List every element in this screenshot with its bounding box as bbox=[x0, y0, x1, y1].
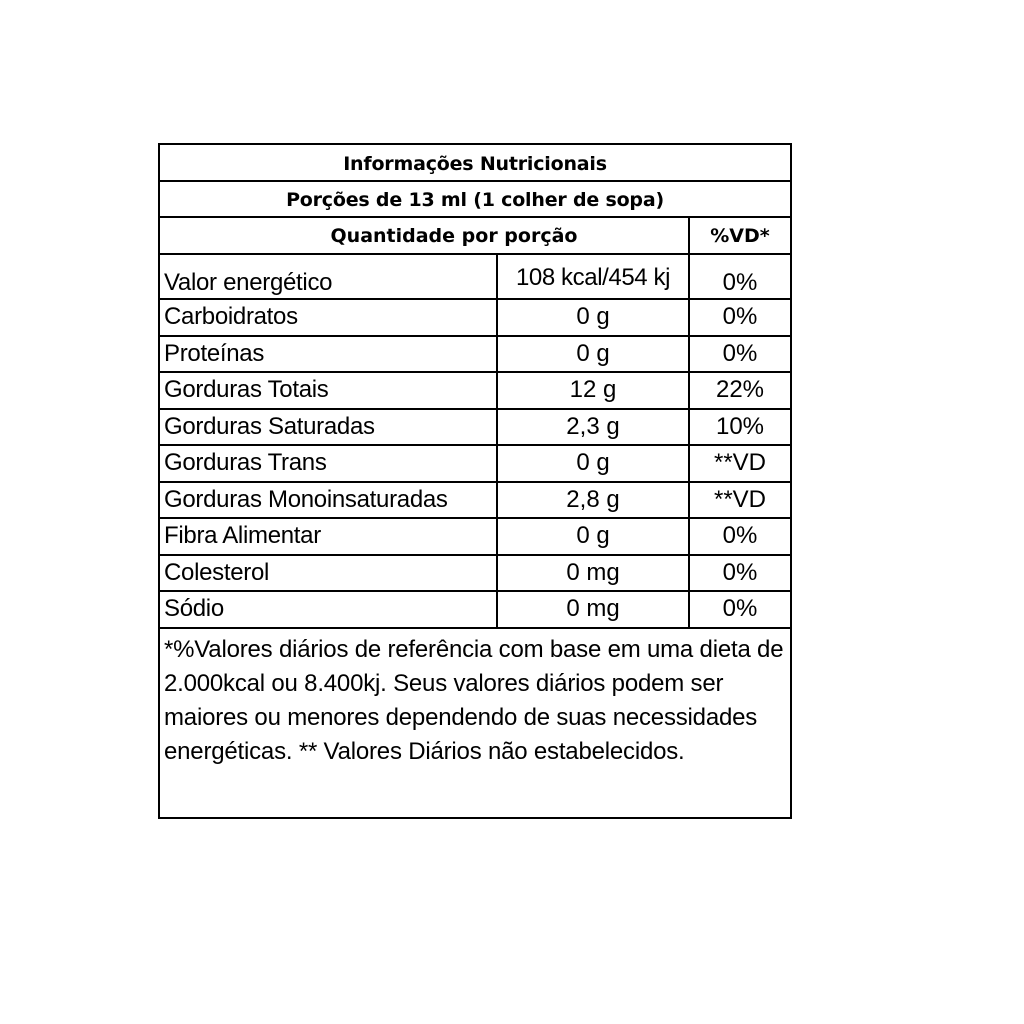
nutrient-name: Gorduras Trans bbox=[164, 449, 327, 476]
nutrient-vd: 0% bbox=[688, 300, 790, 335]
nutrient-name: Gorduras Saturadas bbox=[164, 412, 375, 440]
nutrient-vd: 0% bbox=[688, 519, 790, 554]
table-row bbox=[160, 592, 790, 629]
nutrient-vd: 0% bbox=[688, 592, 790, 627]
serving-size: Porções de 13 ml (1 colher de sopa) bbox=[160, 182, 790, 218]
table-row bbox=[160, 300, 790, 337]
quantity-header: Quantidade por porção bbox=[330, 225, 578, 247]
table-row bbox=[160, 255, 790, 300]
nutrient-name: Carboidratos bbox=[164, 303, 298, 330]
table-row bbox=[160, 483, 790, 520]
nutrient-name: Sódio bbox=[164, 595, 224, 622]
nutrient-name: Proteínas bbox=[164, 339, 265, 367]
nutrient-vd: 0% bbox=[688, 255, 790, 298]
table-row bbox=[160, 410, 790, 447]
nutrient-name: Valor energético bbox=[164, 269, 333, 296]
nutrient-name: Fibra Alimentar bbox=[164, 522, 321, 549]
table-row bbox=[160, 373, 790, 410]
nutrient-vd: 0% bbox=[688, 556, 790, 591]
footnote: *%Valores diários de referência com base em uma dieta de 2.000kcal ou 8.400kj. Seus valores diários podem ser maiores ou menores dependendo de suas necessidades energéticas. ** Valores Diários não estabelecidos. bbox=[164, 635, 784, 765]
nutrient-vd: 10% bbox=[688, 410, 790, 445]
table-row bbox=[160, 337, 790, 374]
nutrient-amount: 2,3 g bbox=[496, 410, 688, 445]
nutrient-vd: 0% bbox=[688, 337, 790, 372]
table-row bbox=[160, 556, 790, 593]
nutrient-vd: 22% bbox=[688, 373, 790, 408]
table-row bbox=[160, 519, 790, 556]
nutrient-amount: 0 mg bbox=[496, 556, 688, 591]
nutrient-amount: 0 g bbox=[496, 519, 688, 554]
nutrient-amount: 108 kcal/454 kj bbox=[496, 255, 688, 298]
nutrient-name: Gorduras Monoinsaturadas bbox=[164, 485, 448, 513]
nutrient-vd: **VD bbox=[688, 483, 790, 518]
table-title: Informações Nutricionais bbox=[160, 145, 790, 182]
nutrient-amount: 0 mg bbox=[496, 592, 688, 627]
nutrient-vd: **VD bbox=[688, 446, 790, 481]
nutrient-name: Gorduras Totais bbox=[164, 376, 329, 403]
nutrient-amount: 2,8 g bbox=[496, 483, 688, 518]
nutrient-amount: 0 g bbox=[496, 337, 688, 372]
nutrient-amount: 0 g bbox=[496, 446, 688, 481]
table-row bbox=[160, 446, 790, 483]
vd-header: %VD* bbox=[688, 218, 790, 253]
nutrient-amount: 0 g bbox=[496, 300, 688, 335]
column-header-row bbox=[160, 218, 790, 255]
nutrient-amount: 12 g bbox=[496, 373, 688, 408]
nutrient-name: Colesterol bbox=[164, 558, 270, 586]
nutrition-facts-table bbox=[158, 143, 792, 819]
